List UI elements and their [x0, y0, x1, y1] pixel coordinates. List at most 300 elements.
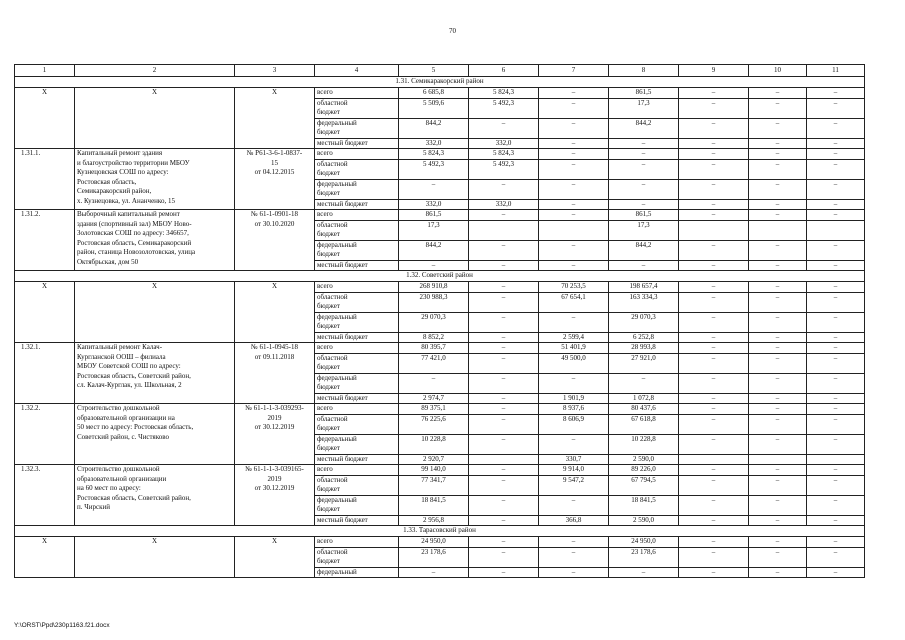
amount-cell: – — [807, 149, 865, 160]
funding-source-cell: всего — [315, 343, 399, 354]
amount-cell: 332,0 — [469, 138, 539, 149]
amount-cell: 17,3 — [609, 220, 679, 240]
amount-cell: – — [807, 332, 865, 343]
funding-source-cell: местный бюджет — [315, 260, 399, 271]
table-row — [15, 343, 865, 354]
table-row — [15, 282, 865, 293]
amount-cell: – — [539, 210, 609, 221]
amount-cell — [807, 454, 865, 465]
amount-cell: – — [807, 210, 865, 221]
amount-cell: – — [749, 210, 807, 221]
amount-cell: 23 178,6 — [399, 547, 469, 567]
amount-cell: – — [807, 199, 865, 210]
amount-cell: 51 401,9 — [539, 343, 609, 354]
amount-cell: 80 437,6 — [609, 404, 679, 415]
amount-cell: 18 841,5 — [399, 495, 469, 515]
amount-cell: 23 178,6 — [609, 547, 679, 567]
amount-cell: – — [749, 260, 807, 271]
amount-cell: – — [539, 537, 609, 548]
amount-cell: – — [539, 88, 609, 99]
amount-cell: – — [749, 88, 807, 99]
amount-cell: 1 072,8 — [609, 393, 679, 404]
header-cell: 1 — [15, 65, 75, 77]
amount-cell: 28 993,8 — [609, 343, 679, 354]
amount-cell: – — [679, 515, 749, 526]
amount-cell — [749, 454, 807, 465]
amount-cell: – — [679, 282, 749, 293]
object-number-cell: 1.32.3. — [15, 465, 75, 526]
amount-cell: – — [749, 495, 807, 515]
amount-cell: – — [469, 282, 539, 293]
amount-cell: 6 685,8 — [399, 88, 469, 99]
amount-cell — [749, 220, 807, 240]
funding-source-cell: областной бюджет — [315, 547, 399, 567]
amount-cell: 10 228,8 — [399, 434, 469, 454]
amount-cell: 844,2 — [399, 240, 469, 260]
amount-cell: – — [539, 260, 609, 271]
amount-cell: 10 228,8 — [609, 434, 679, 454]
funding-source-cell: местный бюджет — [315, 138, 399, 149]
amount-cell: – — [749, 537, 807, 548]
amount-cell: 67 618,8 — [609, 414, 679, 434]
amount-cell: 330,7 — [539, 454, 609, 465]
amount-cell: – — [807, 495, 865, 515]
funding-source-cell: областной бюджет — [315, 475, 399, 495]
amount-cell: 5 509,6 — [399, 98, 469, 118]
amount-cell: – — [539, 240, 609, 260]
funding-source-cell: федеральный бюджет — [315, 240, 399, 260]
amount-cell: 8 606,9 — [539, 414, 609, 434]
amount-cell: – — [807, 138, 865, 149]
amount-cell: – — [679, 465, 749, 476]
amount-cell: – — [749, 292, 807, 312]
amount-cell: – — [539, 312, 609, 332]
amount-cell: – — [807, 537, 865, 548]
amount-cell: 230 988,3 — [399, 292, 469, 312]
amount-cell: 198 657,4 — [609, 282, 679, 293]
object-number-cell: Х — [15, 282, 75, 343]
section-row — [15, 526, 865, 537]
amount-cell: – — [807, 292, 865, 312]
object-name-cell: Х — [75, 282, 235, 343]
amount-cell: – — [807, 515, 865, 526]
amount-cell: – — [807, 343, 865, 354]
amount-cell: – — [679, 475, 749, 495]
amount-cell: 2 956,8 — [399, 515, 469, 526]
funding-source-cell: местный бюджет — [315, 515, 399, 526]
header-cell: 5 — [399, 65, 469, 77]
amount-cell: – — [749, 343, 807, 354]
amount-cell: – — [807, 353, 865, 373]
amount-cell: 861,5 — [399, 210, 469, 221]
amount-cell: – — [469, 343, 539, 354]
amount-cell: – — [469, 179, 539, 199]
funding-source-cell: всего — [315, 88, 399, 99]
amount-cell: – — [679, 495, 749, 515]
amount-cell: – — [539, 149, 609, 160]
amount-cell: – — [679, 343, 749, 354]
amount-cell: – — [469, 414, 539, 434]
object-name-cell: Х — [75, 88, 235, 149]
table-row — [15, 465, 865, 476]
amount-cell: – — [469, 260, 539, 271]
amount-cell: – — [539, 98, 609, 118]
header-row — [15, 65, 865, 77]
amount-cell: 17,3 — [399, 220, 469, 240]
funding-source-cell: федеральный бюджет — [315, 179, 399, 199]
amount-cell: 5 492,3 — [399, 159, 469, 179]
object-number-cell: 1.31.1. — [15, 149, 75, 210]
document-ref-cell: № 61-1-0901-18 от 30.10.2020 — [235, 210, 315, 271]
amount-cell: 2 590,0 — [609, 454, 679, 465]
amount-cell: – — [679, 240, 749, 260]
amount-cell: 8 937,6 — [539, 404, 609, 415]
funding-source-cell: областной бюджет — [315, 98, 399, 118]
amount-cell: 332,0 — [399, 199, 469, 210]
document-ref-cell: № 61-1-0945-18 от 09.11.2018 — [235, 343, 315, 404]
header-cell: 4 — [315, 65, 399, 77]
object-number-cell: Х — [15, 88, 75, 149]
funding-source-cell: федеральный бюджет — [315, 312, 399, 332]
amount-cell: – — [807, 179, 865, 199]
amount-cell: – — [749, 465, 807, 476]
amount-cell: – — [539, 567, 609, 578]
funding-source-cell: местный бюджет — [315, 454, 399, 465]
section-title: 1.31. Семикаракорский район — [15, 77, 865, 88]
amount-cell: – — [679, 567, 749, 578]
amount-cell: – — [609, 373, 679, 393]
amount-cell: 861,5 — [609, 88, 679, 99]
amount-cell: – — [469, 332, 539, 343]
amount-cell: – — [399, 260, 469, 271]
amount-cell: – — [749, 98, 807, 118]
amount-cell: – — [469, 434, 539, 454]
budget-table — [14, 64, 865, 578]
amount-cell — [469, 454, 539, 465]
object-name-cell: Х — [75, 537, 235, 578]
table-row — [15, 149, 865, 160]
funding-source-cell: всего — [315, 210, 399, 221]
funding-source-cell: федеральный — [315, 567, 399, 578]
amount-cell: – — [469, 547, 539, 567]
object-name-cell: Выборочный капитальный ремонт здания (спортивный зал) МБОУ Ново- Золотовская СОШ по адресу: 346657, Ростовская область, Семикаракорский район, станица Новозолотовская, улица Октябрьская, дом 50 — [75, 210, 235, 271]
amount-cell: – — [749, 240, 807, 260]
amount-cell: – — [679, 353, 749, 373]
amount-cell: – — [469, 495, 539, 515]
funding-source-cell: местный бюджет — [315, 393, 399, 404]
amount-cell — [679, 220, 749, 240]
amount-cell: – — [749, 404, 807, 415]
header-cell: 3 — [235, 65, 315, 77]
amount-cell: – — [609, 567, 679, 578]
amount-cell: – — [807, 414, 865, 434]
amount-cell: 163 334,3 — [609, 292, 679, 312]
amount-cell: – — [807, 567, 865, 578]
amount-cell: – — [679, 312, 749, 332]
funding-source-cell: областной бюджет — [315, 220, 399, 240]
amount-cell: – — [679, 404, 749, 415]
amount-cell: – — [469, 404, 539, 415]
amount-cell: – — [679, 88, 749, 99]
header-cell: 6 — [469, 65, 539, 77]
amount-cell: 67 794,5 — [609, 475, 679, 495]
amount-cell: – — [539, 138, 609, 149]
amount-cell: 27 921,0 — [609, 353, 679, 373]
object-name-cell: Капитальный ремонт здания и благоустройство территории МБОУ Кузнецовская СОШ по адресу: Ростовская область, Семикаракорский район, х. Кузнецовка, ул. Ананченко, 15 — [75, 149, 235, 210]
amount-cell: – — [807, 260, 865, 271]
header-cell: 11 — [807, 65, 865, 77]
amount-cell: – — [399, 373, 469, 393]
funding-source-cell: всего — [315, 537, 399, 548]
amount-cell: 2 974,7 — [399, 393, 469, 404]
object-name-cell: Строительство дошкольной образовательной организации на 50 мест по адресу: Ростовская область, Советский район, с. Чистяково — [75, 404, 235, 465]
file-path-footer: Y:\ORST\Ppd\230p1163.f21.docx — [14, 622, 110, 629]
amount-cell: – — [679, 414, 749, 434]
amount-cell: 366,8 — [539, 515, 609, 526]
amount-cell: – — [749, 353, 807, 373]
section-title: 1.32. Советский район — [15, 271, 865, 282]
amount-cell: 89 226,0 — [609, 465, 679, 476]
amount-cell: 29 070,3 — [609, 312, 679, 332]
amount-cell: 5 824,3 — [469, 88, 539, 99]
amount-cell: – — [469, 393, 539, 404]
amount-cell: – — [679, 260, 749, 271]
amount-cell: – — [469, 210, 539, 221]
object-number-cell: 1.32.2. — [15, 404, 75, 465]
amount-cell: 8 852,2 — [399, 332, 469, 343]
amount-cell: – — [679, 138, 749, 149]
amount-cell: – — [749, 393, 807, 404]
document-ref-cell: Х — [235, 88, 315, 149]
amount-cell: – — [807, 547, 865, 567]
amount-cell: – — [749, 332, 807, 343]
amount-cell: 80 395,7 — [399, 343, 469, 354]
funding-source-cell: всего — [315, 282, 399, 293]
amount-cell: – — [807, 373, 865, 393]
section-title: 1.33. Тарасовский район — [15, 526, 865, 537]
document-ref-cell: № 61-1-1-3-039165- 2019 от 30.12.2019 — [235, 465, 315, 526]
amount-cell: – — [609, 138, 679, 149]
amount-cell: – — [469, 373, 539, 393]
table-row — [15, 404, 865, 415]
table-row — [15, 88, 865, 99]
amount-cell: 24 950,0 — [609, 537, 679, 548]
amount-cell: – — [469, 465, 539, 476]
amount-cell: – — [469, 353, 539, 373]
object-number-cell: Х — [15, 537, 75, 578]
funding-source-cell: всего — [315, 465, 399, 476]
amount-cell: – — [539, 199, 609, 210]
amount-cell: – — [539, 118, 609, 138]
object-name-cell: Капитальный ремонт Калач- Кургланской ООШ – филиала МБОУ Советской СОШ по адресу: Ростовская область, Советский район, сл. Калач-Курглак, ул. Школьная, 2 — [75, 343, 235, 404]
amount-cell: 5 824,3 — [469, 149, 539, 160]
header-cell: 9 — [679, 65, 749, 77]
amount-cell: 89 375,1 — [399, 404, 469, 415]
amount-cell: – — [807, 98, 865, 118]
amount-cell — [679, 454, 749, 465]
amount-cell: – — [749, 414, 807, 434]
amount-cell: – — [609, 260, 679, 271]
amount-cell: 24 950,0 — [399, 537, 469, 548]
funding-source-cell: федеральный бюджет — [315, 373, 399, 393]
amount-cell: 77 421,0 — [399, 353, 469, 373]
document-ref-cell: № Р61-3-6-1-0837- 15 от 04.12.2015 — [235, 149, 315, 210]
object-number-cell: 1.31.2. — [15, 210, 75, 271]
amount-cell: – — [469, 118, 539, 138]
amount-cell: – — [539, 547, 609, 567]
amount-cell: 76 225,6 — [399, 414, 469, 434]
amount-cell: – — [469, 312, 539, 332]
amount-cell: – — [679, 537, 749, 548]
amount-cell: – — [807, 434, 865, 454]
amount-cell: – — [749, 515, 807, 526]
funding-source-cell: федеральный бюджет — [315, 434, 399, 454]
amount-cell: 844,2 — [609, 240, 679, 260]
amount-cell: – — [679, 149, 749, 160]
amount-cell: – — [807, 118, 865, 138]
amount-cell: 18 841,5 — [609, 495, 679, 515]
amount-cell: – — [749, 199, 807, 210]
amount-cell: – — [469, 240, 539, 260]
amount-cell: – — [399, 567, 469, 578]
amount-cell: – — [679, 292, 749, 312]
amount-cell: – — [807, 404, 865, 415]
object-number-cell: 1.32.1. — [15, 343, 75, 404]
amount-cell: – — [679, 373, 749, 393]
amount-cell: 6 252,8 — [609, 332, 679, 343]
amount-cell: – — [679, 118, 749, 138]
funding-source-cell: федеральный бюджет — [315, 495, 399, 515]
document-ref-cell: № 61-1-1-3-039293- 2019 от 30.12.2019 — [235, 404, 315, 465]
page-number: 70 — [449, 27, 456, 35]
amount-cell: 5 492,3 — [469, 98, 539, 118]
amount-cell: – — [609, 179, 679, 199]
amount-cell: 2 599,4 — [539, 332, 609, 343]
funding-source-cell: федеральный бюджет — [315, 118, 399, 138]
funding-source-cell: местный бюджет — [315, 199, 399, 210]
amount-cell: – — [539, 373, 609, 393]
funding-source-cell: областной бюджет — [315, 353, 399, 373]
amount-cell: – — [539, 495, 609, 515]
amount-cell: – — [749, 312, 807, 332]
section-row — [15, 271, 865, 282]
amount-cell: – — [679, 98, 749, 118]
amount-cell: – — [609, 159, 679, 179]
amount-cell: 70 253,5 — [539, 282, 609, 293]
amount-cell: – — [399, 179, 469, 199]
amount-cell: – — [749, 149, 807, 160]
amount-cell: – — [749, 434, 807, 454]
table-row — [15, 537, 865, 548]
amount-cell: – — [749, 159, 807, 179]
funding-source-cell: областной бюджет — [315, 292, 399, 312]
amount-cell: – — [469, 567, 539, 578]
amount-cell: – — [679, 199, 749, 210]
table-row — [15, 210, 865, 221]
amount-cell: 99 140,0 — [399, 465, 469, 476]
amount-cell: – — [807, 475, 865, 495]
amount-cell: 9 547,2 — [539, 475, 609, 495]
amount-cell: – — [807, 159, 865, 179]
amount-cell: 17,3 — [609, 98, 679, 118]
amount-cell: – — [679, 547, 749, 567]
amount-cell: 67 654,1 — [539, 292, 609, 312]
amount-cell: – — [749, 373, 807, 393]
amount-cell — [469, 220, 539, 240]
amount-cell: 2 590,0 — [609, 515, 679, 526]
amount-cell: – — [749, 547, 807, 567]
amount-cell: – — [679, 179, 749, 199]
amount-cell: – — [539, 159, 609, 179]
amount-cell: – — [749, 138, 807, 149]
amount-cell: – — [679, 210, 749, 221]
amount-cell: – — [539, 434, 609, 454]
amount-cell: 844,2 — [609, 118, 679, 138]
amount-cell: 1 901,9 — [539, 393, 609, 404]
amount-cell: – — [469, 537, 539, 548]
amount-cell: – — [749, 567, 807, 578]
header-cell: 2 — [75, 65, 235, 77]
amount-cell: – — [539, 179, 609, 199]
amount-cell: 844,2 — [399, 118, 469, 138]
table-body — [15, 65, 865, 578]
amount-cell: 2 920,7 — [399, 454, 469, 465]
amount-cell: 29 070,3 — [399, 312, 469, 332]
funding-source-cell: областной бюджет — [315, 159, 399, 179]
document-ref-cell: Х — [235, 282, 315, 343]
amount-cell: – — [807, 88, 865, 99]
section-row — [15, 77, 865, 88]
amount-cell: – — [749, 179, 807, 199]
amount-cell — [539, 220, 609, 240]
amount-cell: – — [469, 515, 539, 526]
amount-cell: – — [749, 282, 807, 293]
amount-cell: – — [807, 312, 865, 332]
amount-cell: – — [749, 475, 807, 495]
amount-cell: – — [679, 332, 749, 343]
amount-cell: – — [609, 149, 679, 160]
amount-cell: 77 341,7 — [399, 475, 469, 495]
amount-cell: – — [679, 434, 749, 454]
amount-cell: – — [469, 292, 539, 312]
funding-source-cell: местный бюджет — [315, 332, 399, 343]
document-ref-cell: Х — [235, 537, 315, 578]
funding-source-cell: всего — [315, 404, 399, 415]
amount-cell: – — [679, 159, 749, 179]
amount-cell: 332,0 — [399, 138, 469, 149]
amount-cell: – — [807, 465, 865, 476]
amount-cell: 332,0 — [469, 199, 539, 210]
amount-cell: – — [807, 282, 865, 293]
object-name-cell: Строительство дошкольной образовательной организации на 60 мест по адресу: Ростовская область, Советский район, п. Чирский — [75, 465, 235, 526]
amount-cell: 49 500,0 — [539, 353, 609, 373]
header-cell: 7 — [539, 65, 609, 77]
amount-cell: – — [469, 475, 539, 495]
amount-cell: – — [749, 118, 807, 138]
header-cell: 10 — [749, 65, 807, 77]
amount-cell — [807, 220, 865, 240]
funding-source-cell: всего — [315, 149, 399, 160]
funding-source-cell: областной бюджет — [315, 414, 399, 434]
amount-cell: – — [807, 393, 865, 404]
amount-cell: 861,5 — [609, 210, 679, 221]
amount-cell: – — [807, 240, 865, 260]
amount-cell: 5 824,3 — [399, 149, 469, 160]
header-cell: 8 — [609, 65, 679, 77]
amount-cell: – — [679, 393, 749, 404]
amount-cell: 9 914,0 — [539, 465, 609, 476]
amount-cell: 5 492,3 — [469, 159, 539, 179]
